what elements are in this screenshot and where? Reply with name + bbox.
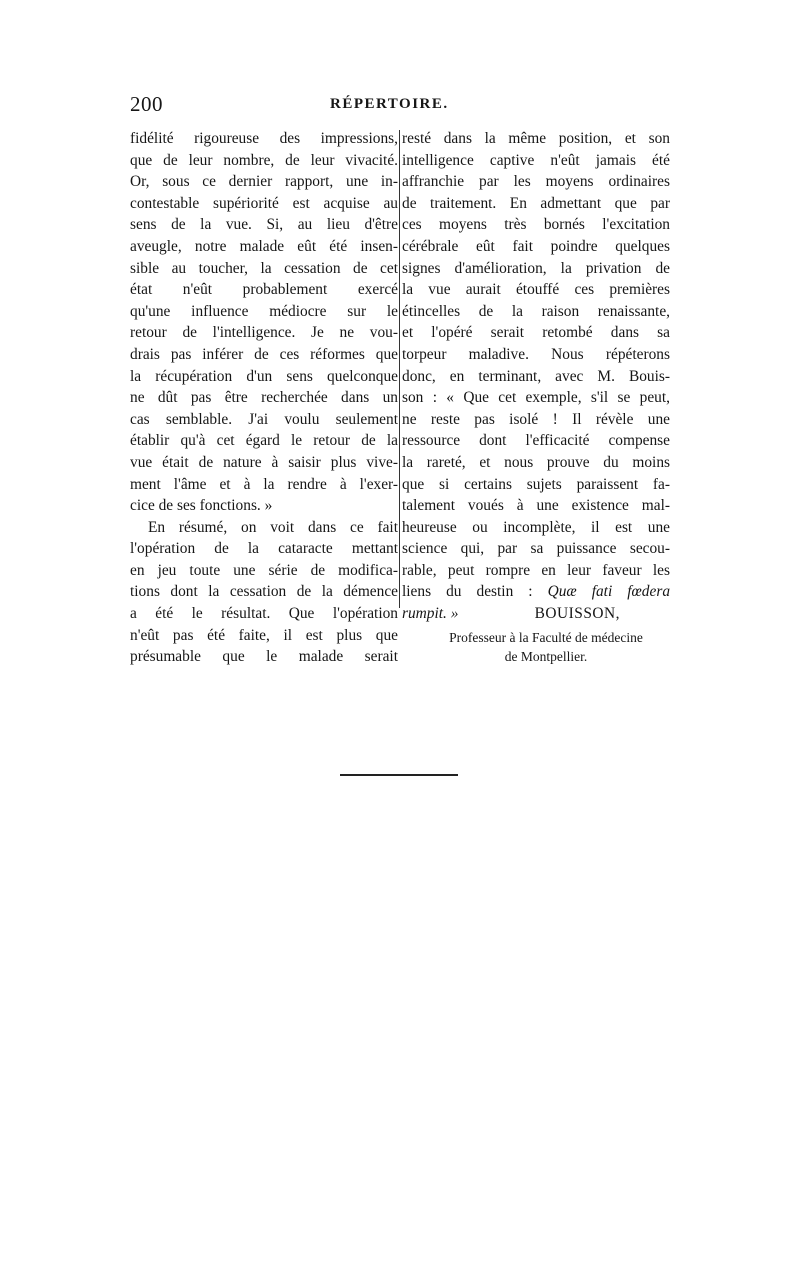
text-line: aveugle, notre malade eût été insen- bbox=[130, 237, 398, 255]
latin-phrase: Quæ fati fœdera bbox=[547, 583, 671, 601]
text-line: sens de la vue. Si, au lieu d'être bbox=[130, 216, 398, 234]
text-line-paragraph-end: cice de ses fonctions. » bbox=[130, 497, 273, 515]
text-line: affranchie par les moyens ordinaires bbox=[402, 173, 670, 191]
text-line: vue était de nature à saisir plus vive- bbox=[130, 453, 398, 471]
text-line: fidélité rigoureuse des impressions, bbox=[130, 130, 398, 147]
text-line: ment l'âme et à la rendre à l'exer- bbox=[130, 475, 398, 493]
text-line: Or, sous ce dernier rapport, une in- bbox=[130, 173, 398, 191]
text-line: étincelles de la raison renaissante, bbox=[402, 302, 670, 320]
text-line: cérébrale eût fait poindre quelques bbox=[402, 237, 670, 255]
text-line: retour de l'intelligence. Je ne vou- bbox=[130, 324, 398, 342]
signature-line bbox=[402, 603, 670, 625]
text-line: rable, peut rompre en leur faveur les bbox=[402, 561, 670, 579]
text-line: cas semblable. J'ai voulu seulement bbox=[130, 410, 398, 428]
text-line: que si certains sujets paraissent fa- bbox=[402, 475, 670, 493]
affiliation-line: de Montpellier. bbox=[504, 648, 588, 664]
column-divider bbox=[399, 130, 400, 608]
text-line: état n'eût probablement exercé bbox=[130, 281, 398, 299]
text-line: la rareté, et nous prouve du moins bbox=[402, 453, 670, 471]
text-line: n'eût pas été faite, il est plus que bbox=[130, 626, 398, 644]
text-line: ne dût pas être recherchée dans un bbox=[130, 389, 398, 407]
text-line: ces moyens très bornés l'excitation bbox=[402, 216, 670, 234]
text-line: que de leur nombre, de leur vivacité. bbox=[130, 151, 398, 169]
text-line: drais pas inférer de ces réformes que bbox=[130, 345, 398, 363]
text-line-paragraph-start: En résumé, on voit dans ce fait bbox=[148, 518, 398, 536]
text-line: présumable que le malade serait bbox=[130, 648, 398, 666]
text-line: la récupération d'un sens quelconque bbox=[130, 367, 398, 385]
text-line: son : « Que cet exemple, s'il se peut, bbox=[402, 389, 670, 407]
text-line: établir qu'à cet égard le retour de la bbox=[130, 432, 398, 450]
text-line: signes d'amélioration, la privation de bbox=[402, 259, 670, 277]
text-line: liens du destin : Quæ fati fœdera bbox=[402, 583, 671, 601]
text-line: qu'une influence médiocre sur le bbox=[130, 302, 398, 320]
text-line: a été le résultat. Que l'opération bbox=[130, 605, 398, 623]
text-line: torpeur maladive. Nous répéterons bbox=[402, 345, 670, 363]
text-line: ressource dont l'efficacité compense bbox=[402, 432, 670, 450]
author-affiliation bbox=[402, 628, 670, 666]
text-line: sible au toucher, la cessation de cet bbox=[130, 259, 398, 277]
section-end-rule bbox=[340, 774, 458, 776]
affiliation-line: Professeur à la Faculté de médecine bbox=[449, 629, 643, 645]
right-column bbox=[402, 128, 670, 666]
quote-end: rumpit. » bbox=[402, 605, 459, 623]
text-line: tions dont la cessation de la démence bbox=[130, 583, 398, 601]
left-column bbox=[130, 128, 398, 668]
text-line: donc, en terminant, avec M. Bouis- bbox=[402, 367, 670, 385]
text-line: ne reste pas isolé ! Il révèle une bbox=[402, 410, 670, 428]
text-line: l'opération de la cataracte mettant bbox=[130, 540, 398, 558]
text-line: heureuse ou incomplète, il est une bbox=[402, 518, 670, 536]
author-signature: BOUISSON, bbox=[534, 605, 620, 623]
text-line: contestable supériorité est acquise au bbox=[130, 194, 398, 212]
text-line: la vue aurait étouffé ces premières bbox=[402, 281, 670, 299]
text-line: science qui, par sa puissance secou- bbox=[402, 540, 670, 558]
running-head: RÉPERTOIRE. bbox=[330, 96, 449, 112]
text-line: resté dans la même position, et son bbox=[402, 130, 670, 147]
text-line: talement voués à une existence mal- bbox=[402, 497, 670, 515]
page-number: 200 bbox=[130, 92, 163, 116]
text-line: intelligence captive n'eût jamais été bbox=[402, 151, 670, 169]
text-line: de traitement. En admettant que par bbox=[402, 194, 670, 212]
text-line: et l'opéré serait retombé dans sa bbox=[402, 324, 670, 342]
text-line: en jeu toute une série de modifica- bbox=[130, 561, 398, 579]
